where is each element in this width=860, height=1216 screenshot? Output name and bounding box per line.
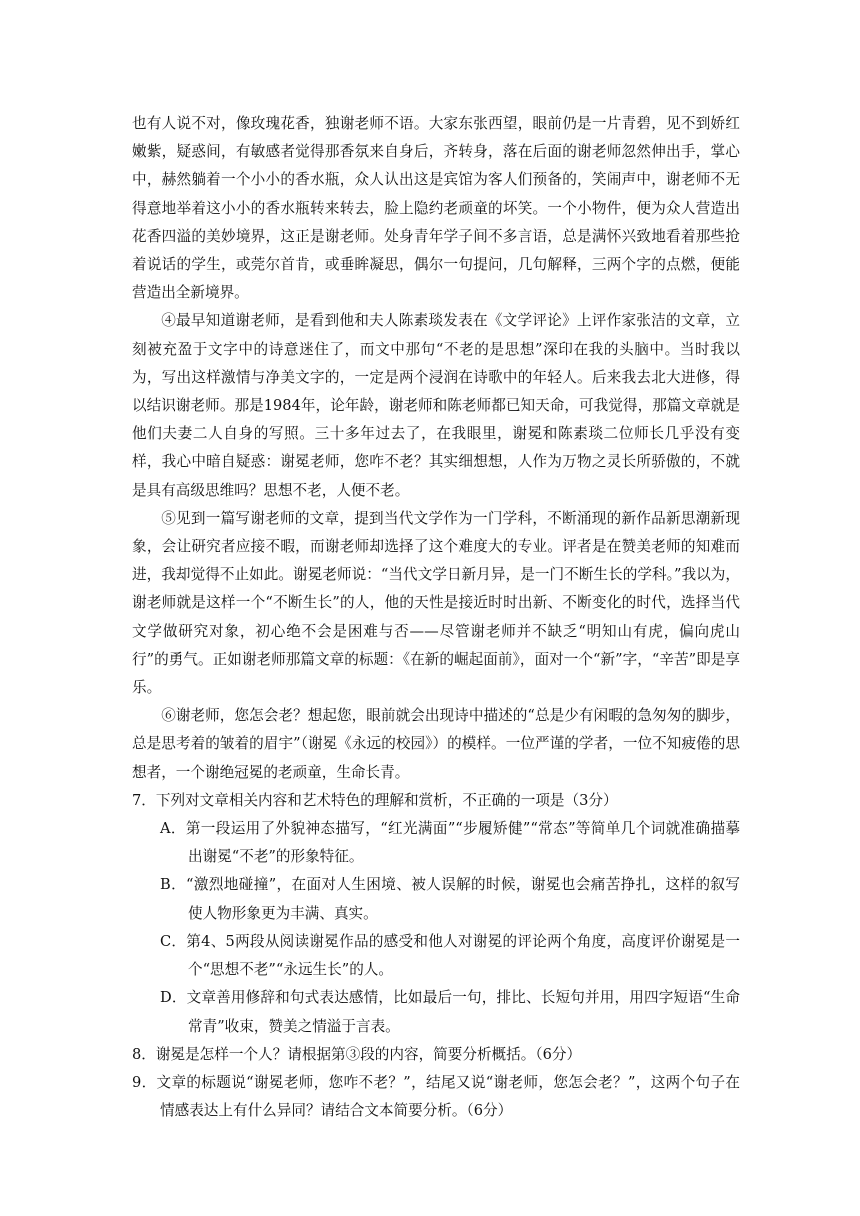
question-7-option-a: A．第一段运用了外貌神态描写，“红光满面”“步履矫健”“常态”等简单几个词就准确描摹出谢冕“不老”的形象特征。: [160, 820, 740, 866]
paragraph-5: ⑤见到一篇写谢老师的文章，提到当代文学作为一门学科，不断涌现的新作品新思潮新现象，会让研究者应接不暇，而谢老师却选择了这个难度大的专业。评者是在赞美老师的知难而进，我却觉得不止如此。谢冕老师说：“当代文学日新月异，是一门不断生长的学科。”我以为，谢老师就是这样一个“不断生长”的人，他的天性是接近时时出新、不断变化的时代，选择当代文学做研究对象，初心绝不会是困难与否——尽管谢老师并不缺乏“明知山有虎，偏向虎山行”的勇气。正如谢老师那篇文章的标题：《在新的崛起面前》，面对一个“新”字，“辛苦”即是享乐。: [132, 509, 740, 697]
question-7-stem: 7．下列对文章相关内容和艺术特色的理解和赏析，不正确的一项是（3分）: [132, 791, 618, 809]
question-7-option-d: D．文章善用修辞和句式表达感情，比如最后一句，排比、长短句并用，用四字短语“生命常青”收束，赞美之情溢于言表。: [160, 989, 740, 1035]
article-body: [132, 110, 740, 1125]
question-7: [132, 787, 740, 1041]
paragraph-4: ④最早知道谢老师，是看到他和夫人陈素琰发表在《文学评论》上评作家张洁的文章，立刻被充盈于文字中的诗意迷住了，而文中那句“不老的是思想”深印在我的头脑中。当时我以为，写出这样激情与净美文字的，一定是两个浸润在诗歌中的年轻人。后来我去北大进修，得以结识谢老师。那是1984年，论年龄，谢老师和陈老师都已知天命，可我觉得，那篇文章就是他们夫妻二人自身的写照。三十多年过去了，在我眼里，谢冕和陈素琰二位师长几乎没有变样，我心中暗自疑惑：谢冕老师，您咋不老？其实细想想，人作为万物之灵长所骄傲的，不就是具有高级思维吗？思想不老，人便不老。: [132, 312, 740, 499]
paragraph-6: ⑥谢老师，您怎会老？想起您，眼前就会出现诗中描述的“总是少有闲暇的急匆匆的脚步，总是思考着的皱着的眉宇”（谢冕《永远的校园》）的模样。一位严谨的学者，一位不知疲倦的思想者，一个谢绝冠冕的老顽童，生命长青。: [132, 707, 740, 781]
question-9: 9．文章的标题说“谢冕老师，您咋不老？”，结尾又说“谢老师，您怎会老？”，这两个句子在情感表达上有什么异同？请结合文本简要分析。（6分）: [132, 1073, 740, 1120]
paragraph-3-continued: 也有人说不对，像玫瑰花香，独谢老师不语。大家东张西望，眼前仍是一片青碧，见不到娇红嫩紫，疑惑间，有敏感者觉得那香氛来自身后，齐转身，落在后面的谢老师忽然伸出手，掌心中，赫然躺着一个小小的香水瓶，众人认出这是宾馆为客人们预备的，笑闹声中，谢老师不无得意地举着这小小的香水瓶转来转去，脸上隐约老顽童的坏笑。一个小物件，便为众人营造出花香四溢的美妙境界，这正是谢老师。处身青年学子间不多言语，总是满怀兴致地看着那些抢着说话的学生，或莞尔首肯，或垂眸凝思，偶尔一句提问，几句解释，三两个字的点燃，便能营造出全新境界。: [132, 115, 740, 302]
question-7-option-c: C．第4、5两段从阅读谢冕作品的感受和他人对谢冕的评论两个角度，高度评价谢冕是一个“思想不老”“永远生长”的人。: [160, 932, 740, 979]
question-8: 8．谢冕是怎样一个人？请根据第③段的内容，简要分析概括。（6分）: [132, 1045, 582, 1063]
question-7-option-b: B．“激烈地碰撞”，在面对人生困境、被人误解的时候，谢冕也会痛苦挣扎，这样的叙写使人物形象更为丰满、真实。: [160, 876, 740, 922]
